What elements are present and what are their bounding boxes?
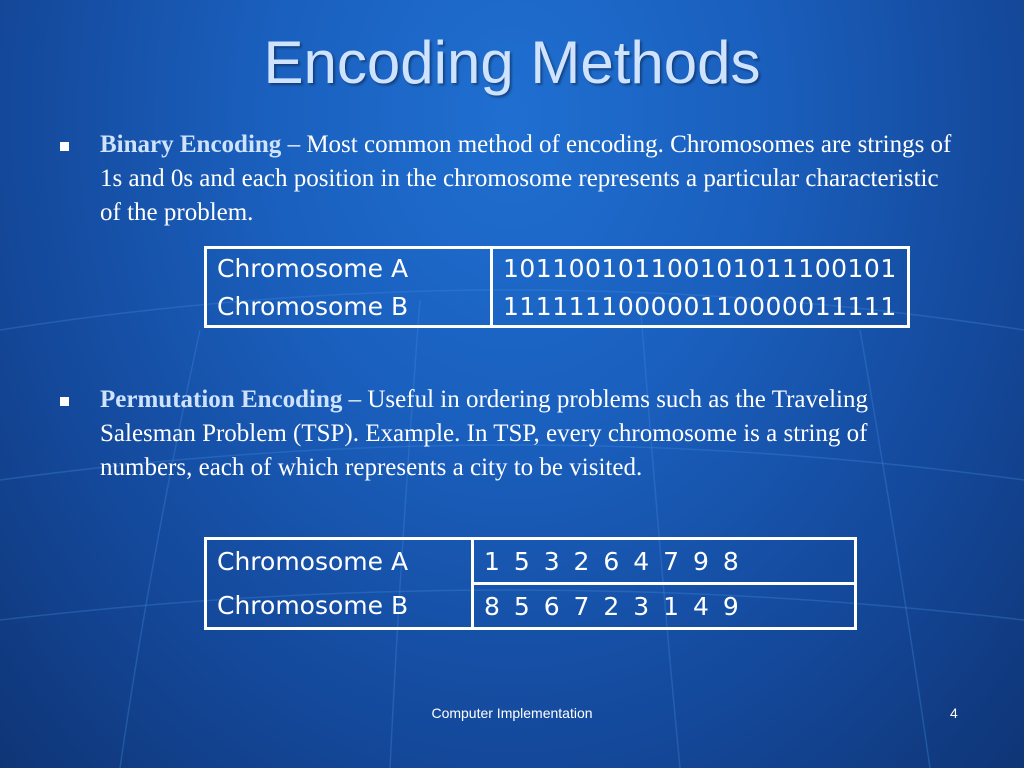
chromosome-value: 1 5 3 2 6 4 7 9 8	[473, 539, 856, 584]
chromosome-value: 111111100000110000011111	[503, 291, 897, 321]
binary-encoding-table	[204, 246, 910, 328]
chromosome-label: Chromosome A	[206, 248, 492, 288]
bullet-binary-encoding	[60, 128, 960, 230]
slide-title: Encoding Methods	[263, 29, 761, 96]
table-row	[206, 248, 909, 288]
bullet-term: Binary Encoding	[100, 131, 282, 158]
chromosome-value: 8 5 6 7 2 3 1 4 9	[484, 591, 739, 621]
bullet-dash: –	[281, 131, 307, 158]
chromosome-value: 101100101100101011100101	[503, 253, 897, 283]
bullet-term: Permutation Encoding	[100, 386, 343, 413]
bullet-text: Useful in ordering problems such as the Traveling Salesman Problem (TSP). Example. In TSP, every chromosome is a string of numbers, each of which represents a city to be visited.	[100, 386, 868, 481]
square-bullet-icon	[60, 142, 69, 151]
bullet-text: Most common method of encoding. Chromosomes are strings of 1s and 0s and each position in the chromosome represents a particular characteristic of the problem.	[100, 131, 952, 226]
bullet-dash: –	[342, 386, 368, 413]
square-bullet-icon	[60, 397, 69, 406]
chromosome-label: Chromosome A	[206, 539, 473, 584]
chromosome-label: Chromosome B	[206, 584, 473, 629]
table-row	[206, 287, 909, 327]
permutation-encoding-table	[204, 537, 857, 630]
bullet-permutation-encoding	[60, 383, 960, 485]
table-row	[206, 584, 856, 629]
page-number: 4	[950, 705, 958, 721]
table-row	[206, 539, 856, 584]
slide-footer: Computer Implementation	[431, 705, 593, 721]
chromosome-label: Chromosome B	[206, 287, 492, 327]
